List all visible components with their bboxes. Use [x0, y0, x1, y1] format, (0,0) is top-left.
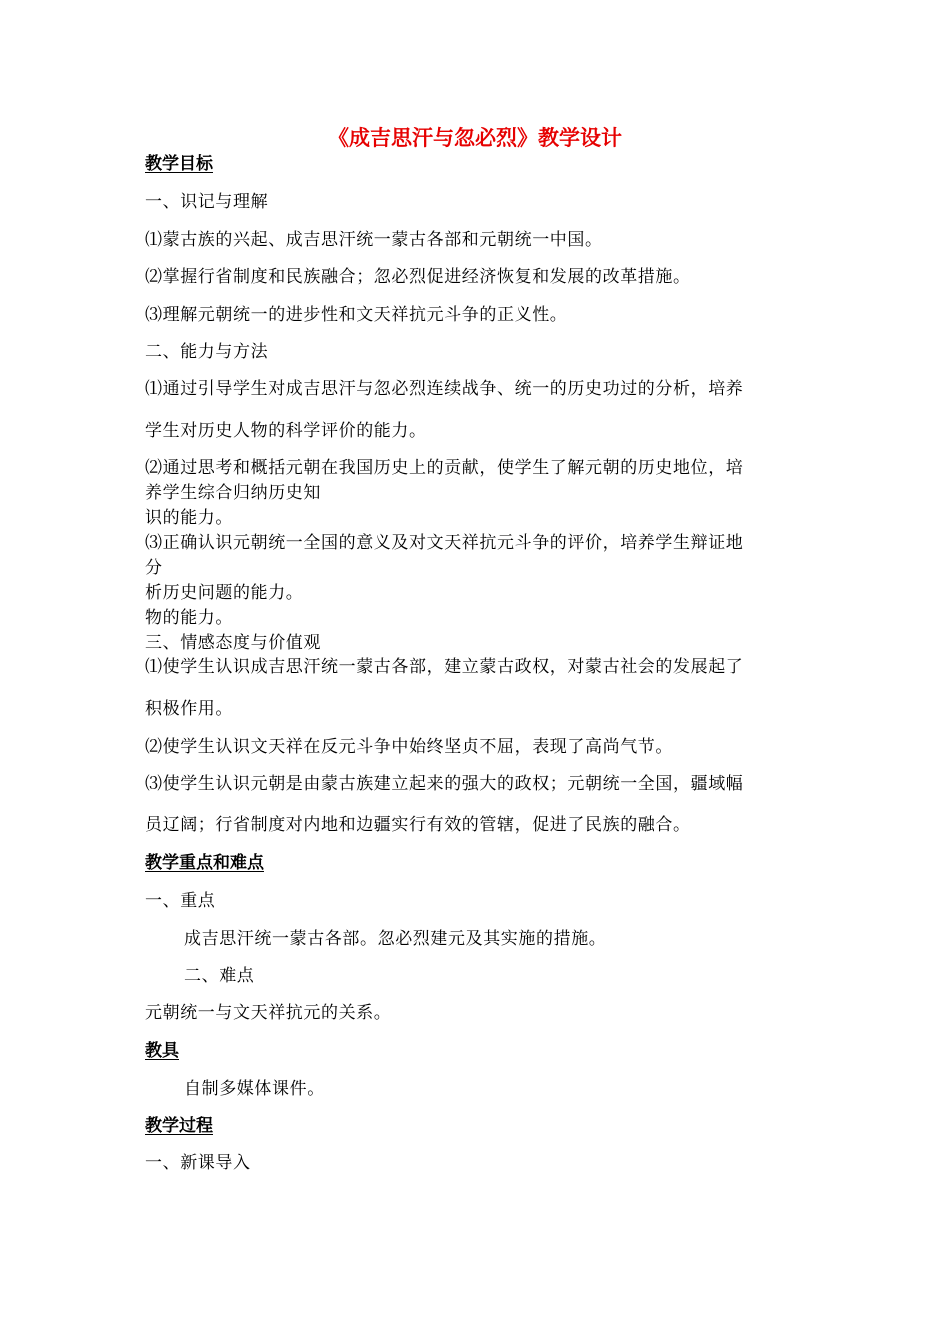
- difficult-point-heading: 二、难点: [184, 966, 255, 986]
- key-difficult-heading: 教学重点和难点: [145, 853, 264, 873]
- obj-2-line: 析历史问题的能力。: [145, 583, 304, 603]
- obj-2-line: ⑶正确认识元朝统一全国的意义及对文天祥抗元斗争的评价，培养学生辩证地: [145, 533, 744, 553]
- obj-1-item: ⑵掌握行省制度和民族融合；忽必烈促进经济恢复和发展的改革措施。: [145, 267, 691, 287]
- obj-2-line: 学生对历史人物的科学评价的能力。: [145, 421, 427, 441]
- obj-1-heading: 一、识记与理解: [145, 192, 269, 212]
- obj-2-line: 分: [145, 558, 163, 578]
- obj-2-line: ⑵通过思考和概括元朝在我国历史上的贡献，使学生了解元朝的历史地位，培: [145, 458, 744, 478]
- obj-2-line: 识的能力。: [145, 508, 233, 528]
- obj-3-line: ⑶使学生认识元朝是由蒙古族建立起来的强大的政权；元朝统一全国，疆域幅: [145, 774, 744, 794]
- objectives-heading: 教学目标: [145, 154, 213, 174]
- obj-1-item: ⑴蒙古族的兴起、成吉思汗统一蒙古各部和元朝统一中国。: [145, 230, 603, 250]
- obj-1-item: ⑶理解元朝统一的进步性和文天祥抗元斗争的正义性。: [145, 305, 568, 325]
- obj-2-line: ⑴通过引导学生对成吉思汗与忽必烈连续战争、统一的历史功过的分析，培养: [145, 379, 744, 399]
- difficult-point-text: 元朝统一与文天祥抗元的关系。: [145, 1003, 392, 1023]
- obj-3-line: 员辽阔；行省制度对内地和边疆实行有效的管辖，促进了民族的融合。: [145, 815, 691, 835]
- tools-heading: 教具: [145, 1041, 179, 1061]
- obj-3-line: 积极作用。: [145, 699, 233, 719]
- key-point-text: 成吉思汗统一蒙古各部。忽必烈建元及其实施的措施。: [184, 929, 607, 949]
- obj-2-line: 物的能力。: [145, 608, 233, 628]
- obj-2-heading: 二、能力与方法: [145, 342, 269, 362]
- process-step-heading: 一、新课导入: [145, 1153, 251, 1173]
- obj-3-line: ⑵使学生认识文天祥在反元斗争中始终坚贞不屈，表现了高尚气节。: [145, 737, 673, 757]
- obj-2-line: 养学生综合归纳历史知: [145, 483, 321, 503]
- process-heading: 教学过程: [145, 1116, 213, 1136]
- key-point-heading: 一、重点: [145, 891, 216, 911]
- tools-text: 自制多媒体课件。: [184, 1079, 325, 1099]
- obj-3-heading: 三、情感态度与价值观: [145, 633, 321, 653]
- document-title: 《成吉思汗与忽必烈》教学设计: [328, 126, 622, 150]
- obj-3-line: ⑴使学生认识成吉思汗统一蒙古各部，建立蒙古政权，对蒙古社会的发展起了: [145, 657, 744, 677]
